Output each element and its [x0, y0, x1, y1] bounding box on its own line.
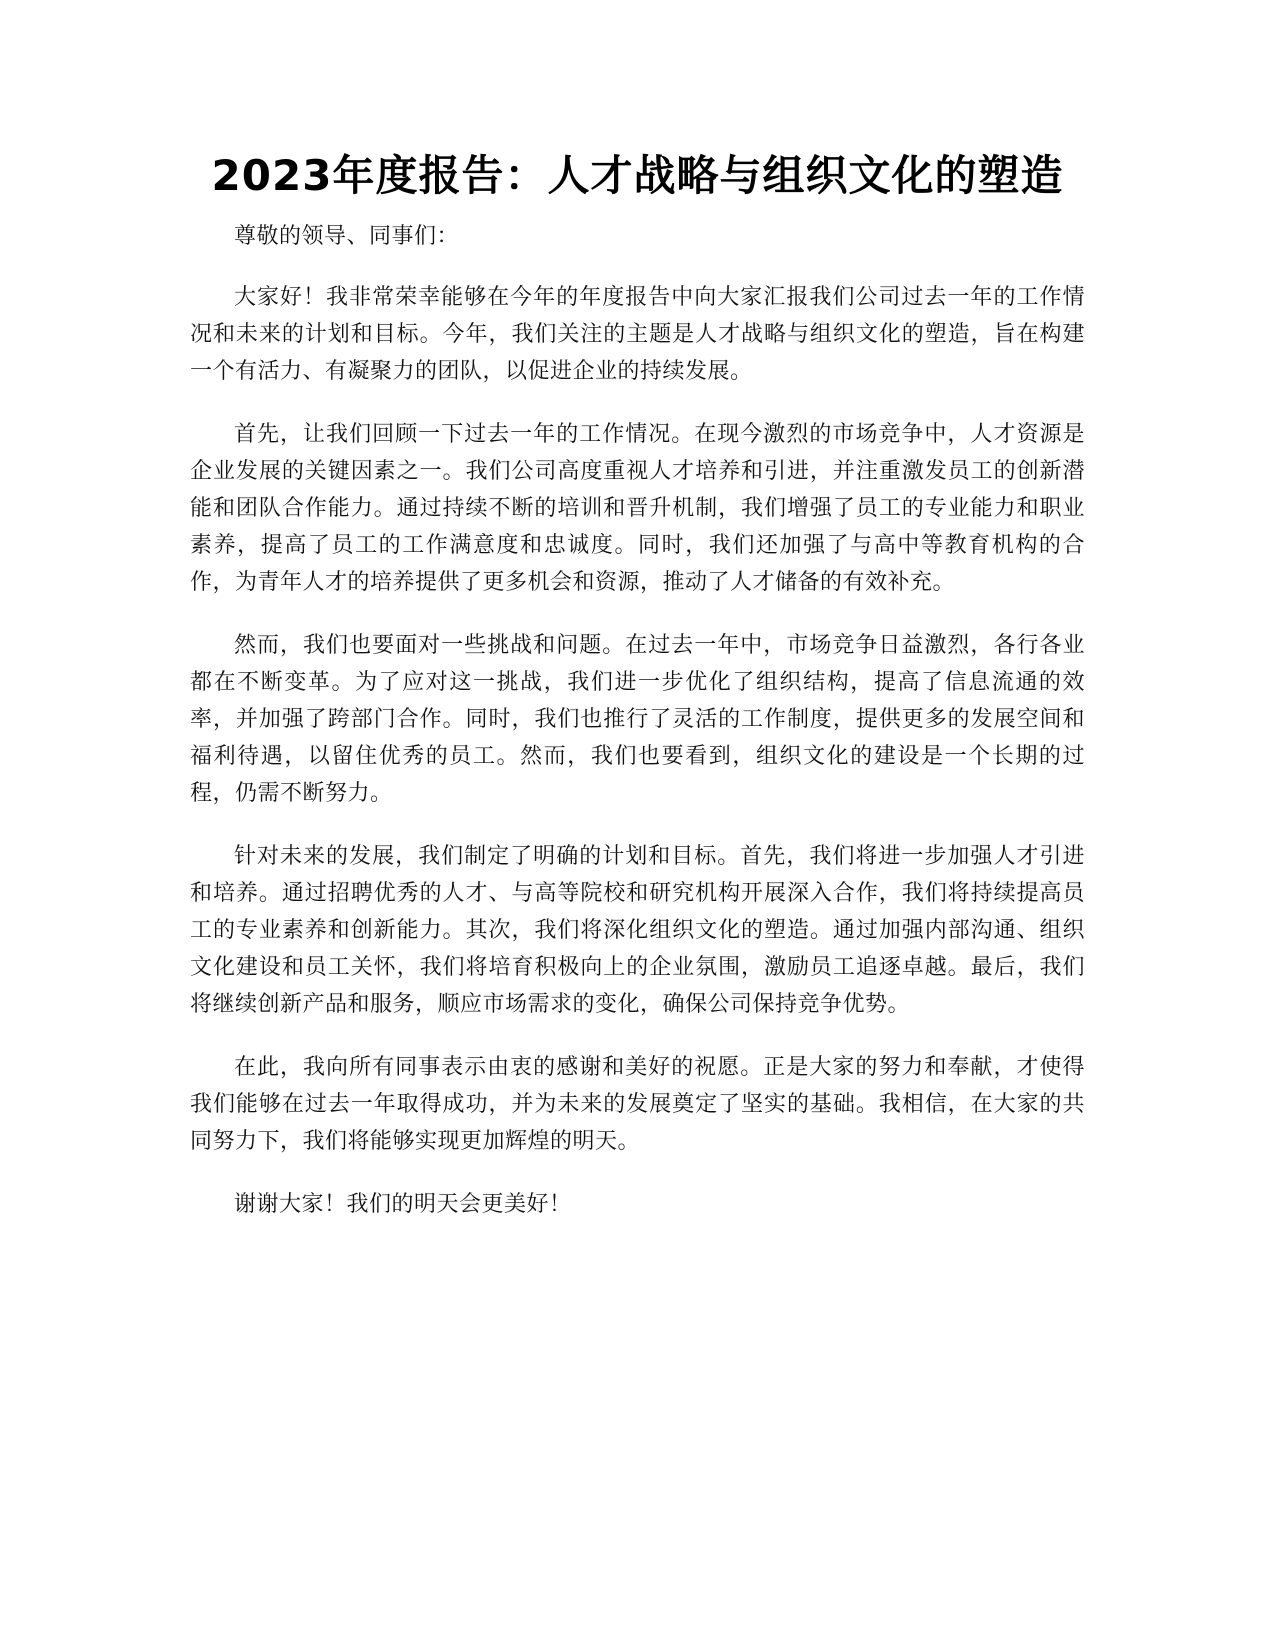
salutation: 尊敬的领导、同事们：	[234, 224, 460, 249]
paragraph-challenges: 然而，我们也要面对一些挑战和问题。在过去一年中，市场竞争日益激烈，各行各业都在不断变革。为了应对这一挑战，我们进一步优化了组织结构，提高了信息流通的效率，并加强了跨部门合作。同时，我们也推行了灵活的工作制度，提供更多的发展空间和福利待遇，以留住优秀的员工。然而，我们也要看到，组织文化的建设是一个长期的过程，仍需不断努力。	[190, 633, 1085, 806]
paragraph-greeting: 大家好！我非常荣幸能够在今年的年度报告中向大家汇报我们公司过去一年的工作情况和未来的计划和目标。今年，我们关注的主题是人才战略与组织文化的塑造，旨在构建一个有活力、有凝聚力的团队，以促进企业的持续发展。	[190, 285, 1085, 384]
paragraph-closing: 谢谢大家！我们的明天会更美好！	[234, 1192, 572, 1217]
paragraph-thanks: 在此，我向所有同事表示由衷的感谢和美好的祝愿。正是大家的努力和奉献，才使得我们能够在过去一年取得成功，并为未来的发展奠定了坚实的基础。我相信，在大家的共同努力下，我们将能够实现更加辉煌的明天。	[190, 1055, 1085, 1154]
paragraph-review: 首先，让我们回顾一下过去一年的工作情况。在现今激烈的市场竞争中，人才资源是企业发展的关键因素之一。我们公司高度重视人才培养和引进，并注重激发员工的创新潜能和团队合作能力。通过持续不断的培训和晋升机制，我们增强了员工的专业能力和职业素养，提高了员工的工作满意度和忠诚度。同时，我们还加强了与高中等教育机构的合作，为青年人才的培养提供了更多机会和资源，推动了人才储备的有效补充。	[190, 422, 1085, 595]
document-body	[190, 218, 1085, 1249]
paragraph-future-plans: 针对未来的发展，我们制定了明确的计划和目标。首先，我们将进一步加强人才引进和培养。通过招聘优秀的人才、与高等院校和研究机构开展深入合作，我们将持续提高员工的专业素养和创新能力。其次，我们将深化组织文化的塑造。通过加强内部沟通、组织文化建设和员工关怀，我们将培育积极向上的企业氛围，激励员工追逐卓越。最后，我们将继续创新产品和服务，顺应市场需求的变化，确保公司保持竞争优势。	[190, 844, 1085, 1017]
document-title: 2023年度报告：人才战略与组织文化的塑造	[211, 151, 1064, 200]
